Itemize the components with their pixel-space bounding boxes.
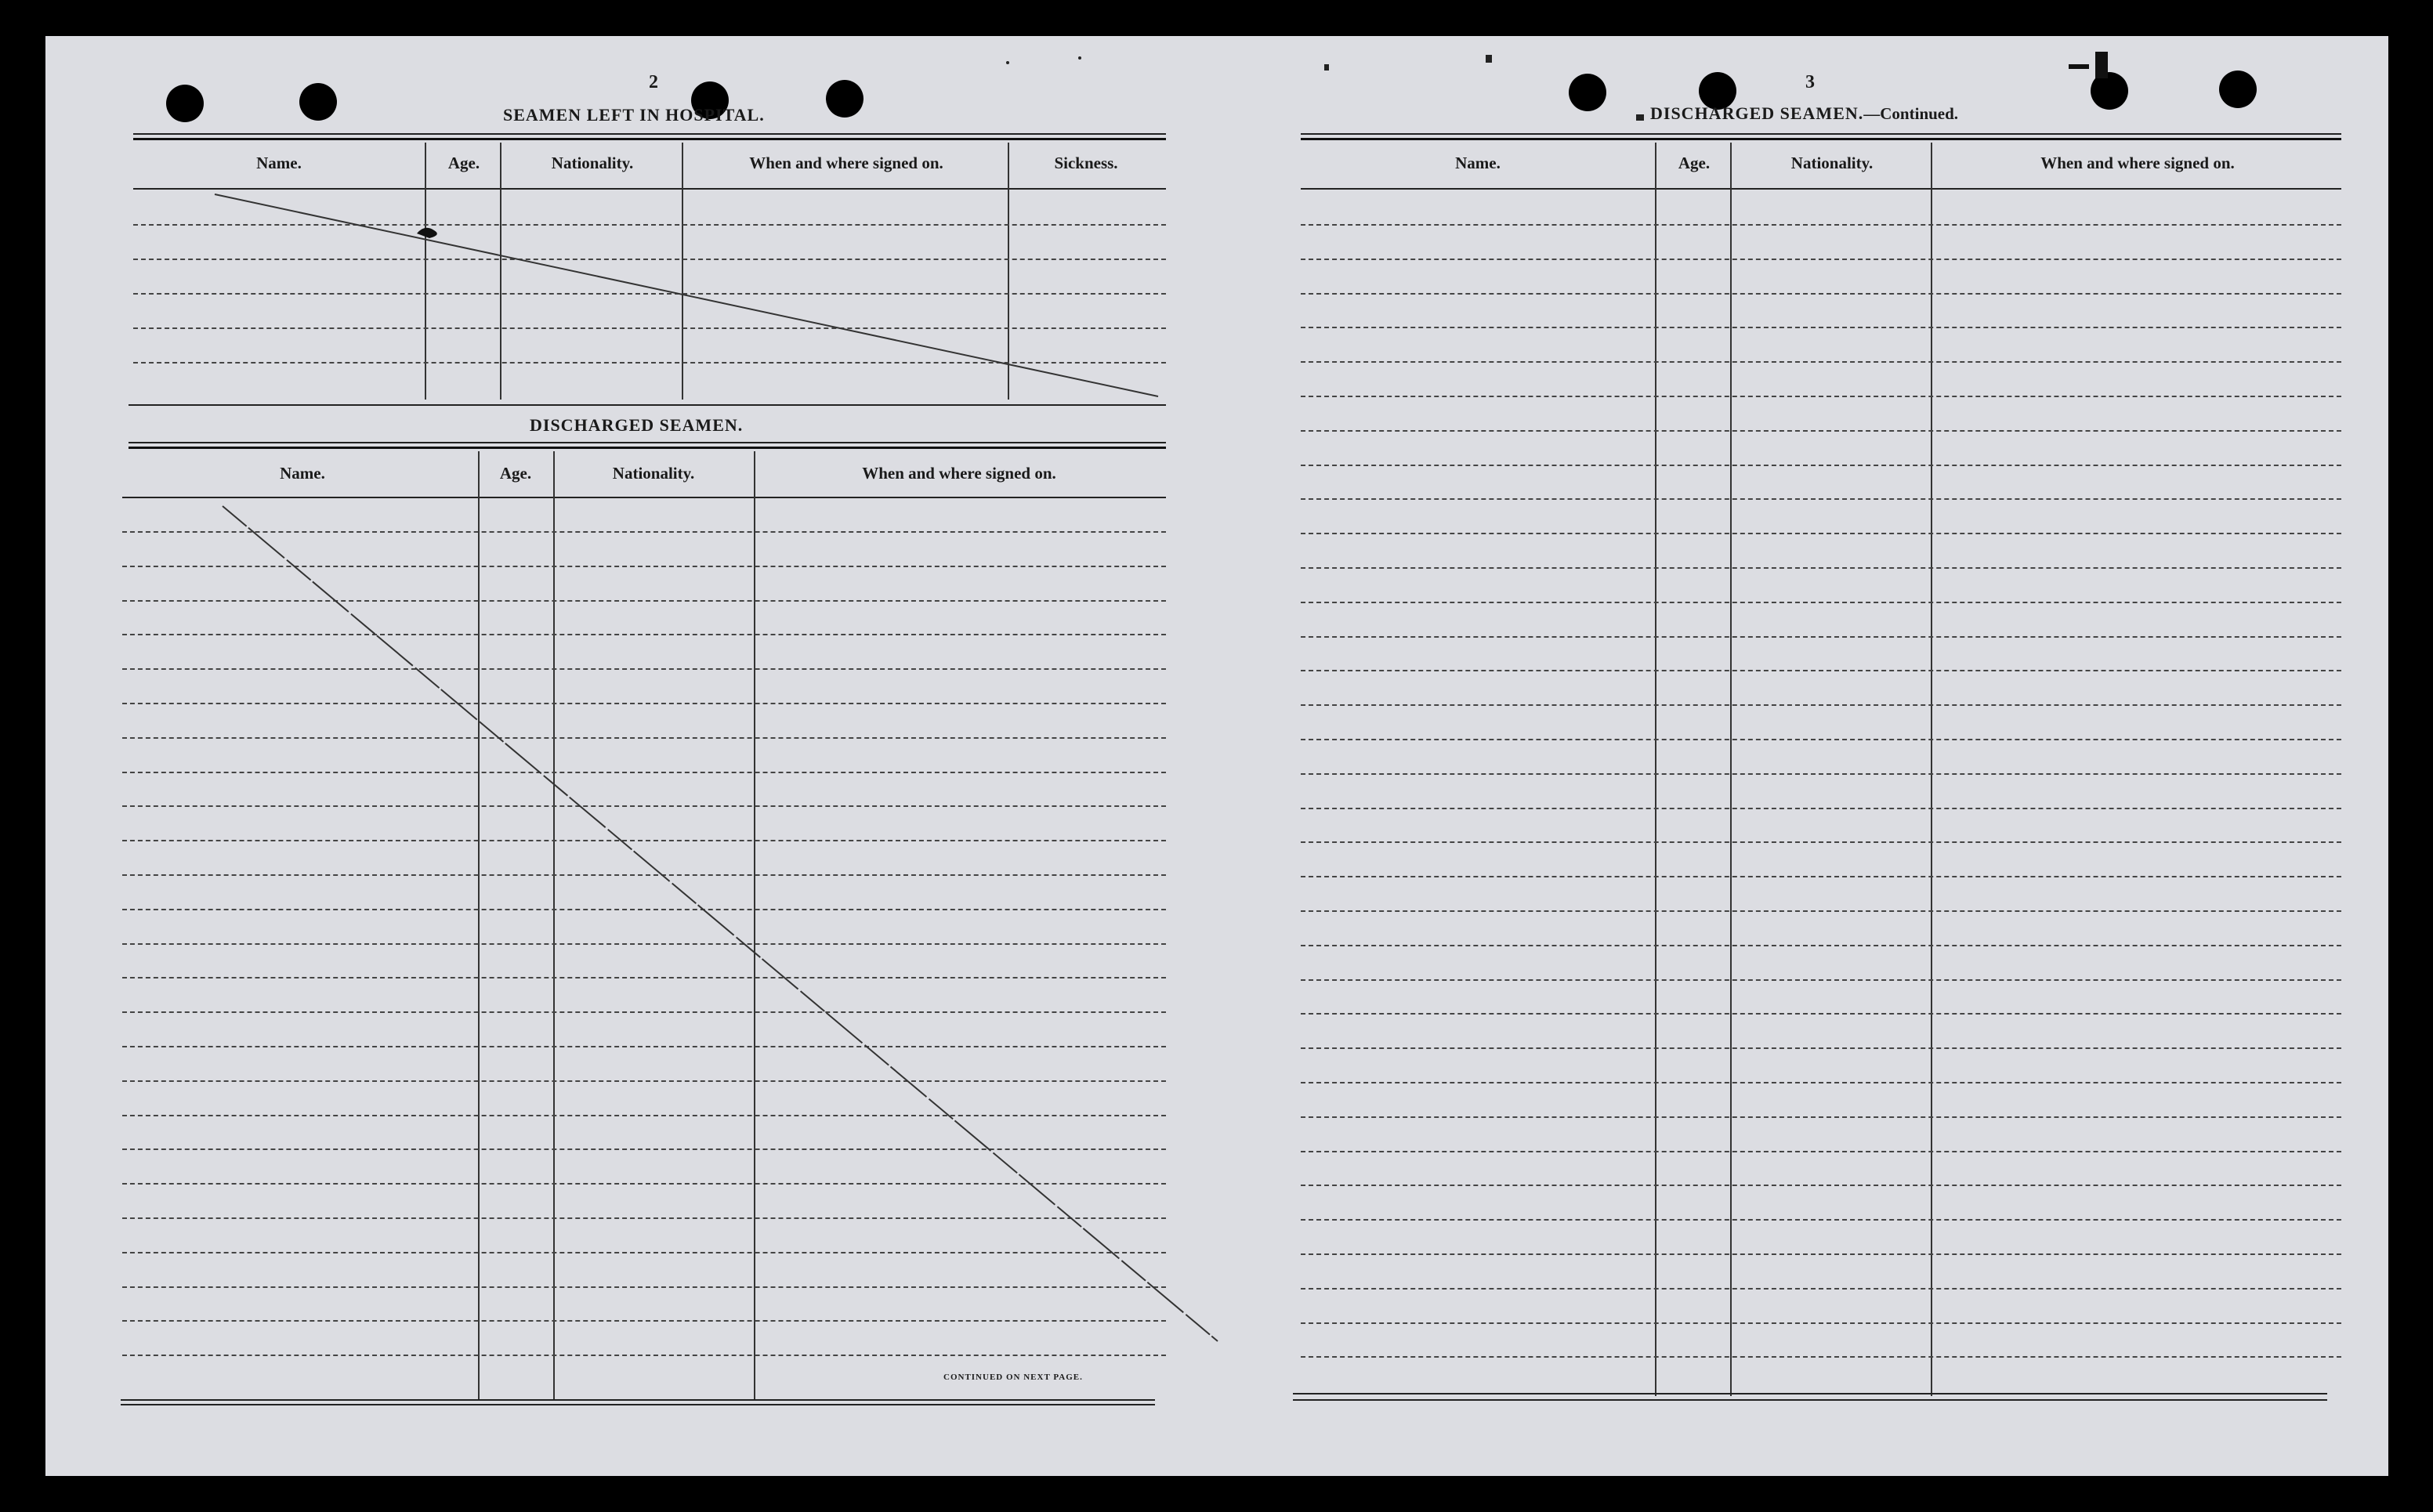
page-number-right: 3 bbox=[1805, 72, 1815, 92]
hospital-section-title: SEAMEN LEFT IN HOSPITAL. bbox=[503, 105, 765, 125]
ink-blot bbox=[417, 228, 437, 238]
column-header-nationality: Nationality. bbox=[1790, 154, 1874, 172]
ink-speck bbox=[1324, 64, 1329, 71]
column-header-sickness: Sickness. bbox=[1054, 154, 1118, 172]
document-sheet bbox=[45, 36, 2388, 1476]
column-header-nationality: Nationality. bbox=[612, 464, 695, 483]
ink-speck bbox=[1078, 56, 1081, 60]
right-title-continued: —Continued. bbox=[1863, 104, 1959, 123]
column-header-name: Name. bbox=[256, 154, 302, 172]
column-header-age: Age. bbox=[447, 154, 480, 172]
hospital-strike-line bbox=[215, 194, 1158, 396]
column-header-signed-on: When and where signed on. bbox=[862, 464, 1056, 483]
ink-speck bbox=[1006, 61, 1009, 64]
column-header-age: Age. bbox=[1678, 154, 1711, 172]
discharged-section-title: DISCHARGED SEAMEN. bbox=[530, 415, 744, 435]
column-header-nationality: Nationality. bbox=[551, 154, 634, 172]
discharged-strike-line bbox=[223, 506, 1218, 1341]
ink-speck bbox=[1636, 114, 1644, 121]
column-header-age: Age. bbox=[499, 464, 532, 483]
column-header-signed-on: When and where signed on. bbox=[2040, 154, 2235, 172]
strike-lines bbox=[45, 36, 2388, 1476]
right-title-main: DISCHARGED SEAMEN. bbox=[1650, 103, 1864, 123]
column-header-signed-on: When and where signed on. bbox=[749, 154, 943, 172]
column-header-name: Name. bbox=[1455, 154, 1501, 172]
continued-footer: CONTINUED ON NEXT PAGE. bbox=[943, 1373, 1083, 1382]
column-header-name: Name. bbox=[280, 464, 325, 483]
ink-speck bbox=[2069, 64, 2089, 69]
ink-speck bbox=[2095, 52, 2108, 78]
page-number-left: 2 bbox=[649, 72, 658, 92]
ink-speck bbox=[1486, 55, 1492, 63]
